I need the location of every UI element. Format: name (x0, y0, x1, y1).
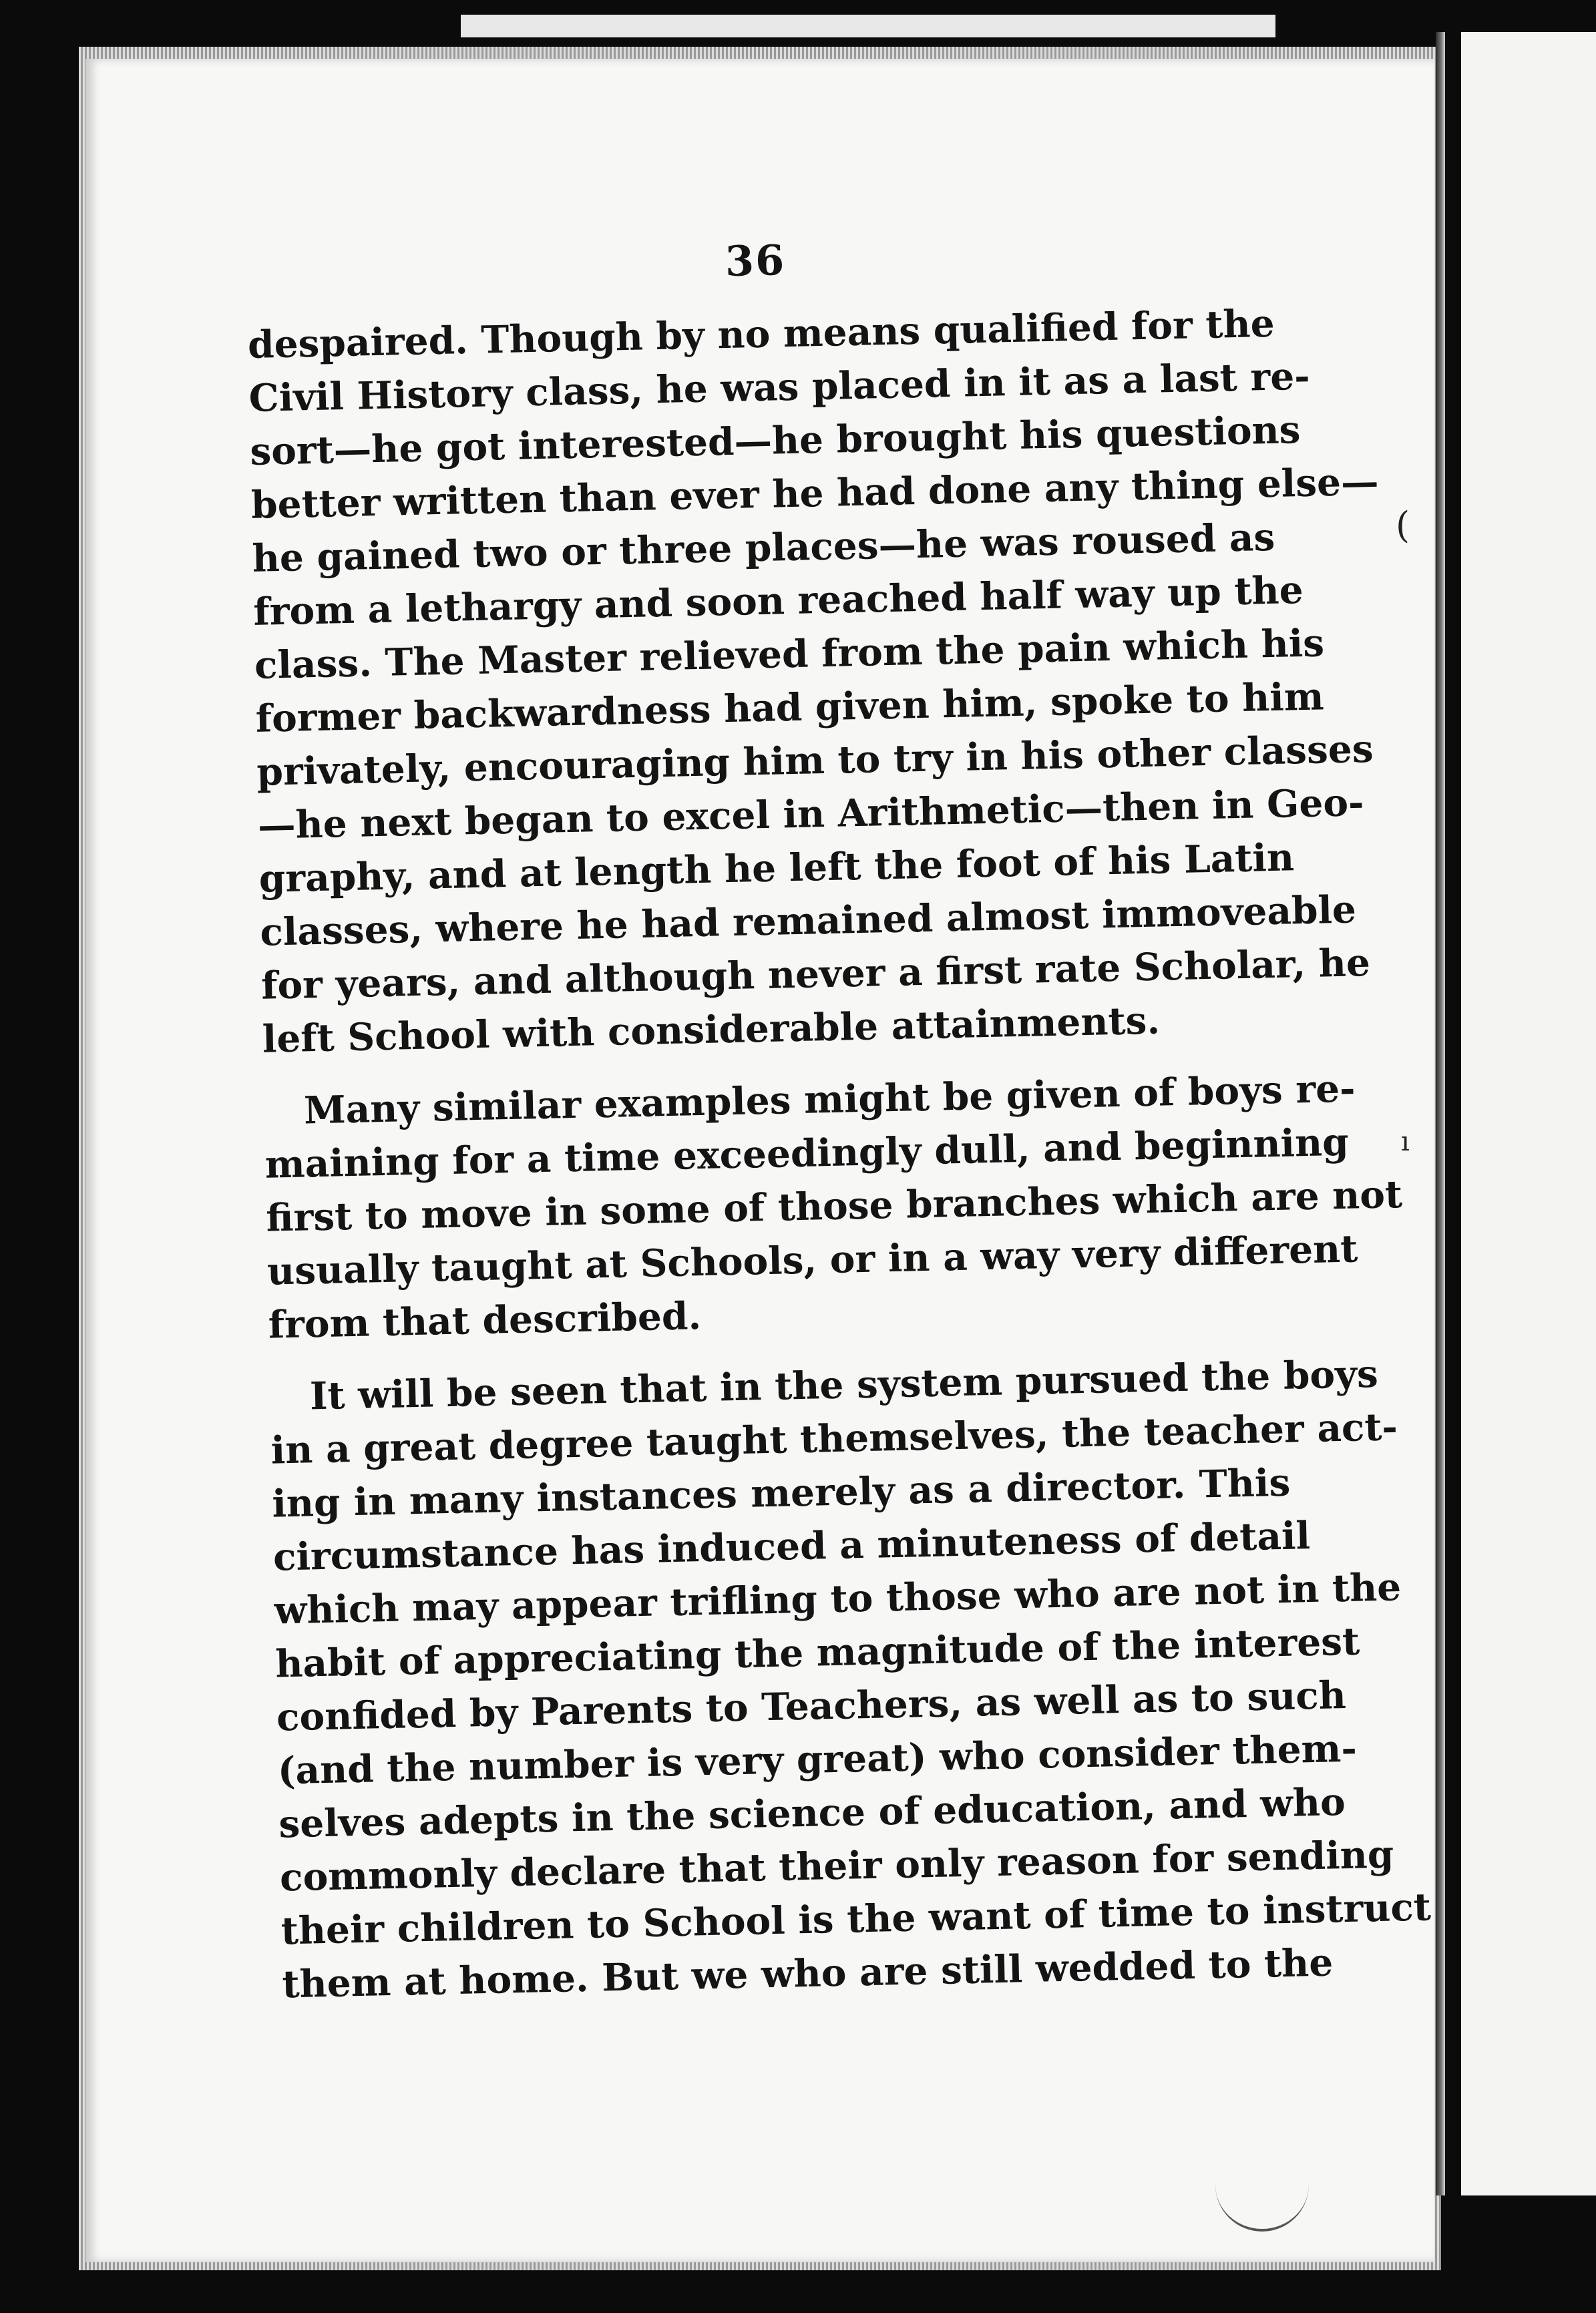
text-line: which may appear trifling to those who are not in the (274, 1565, 1402, 1633)
text-line: for years, and although never a first rate Scholar, he (260, 940, 1371, 1008)
text-line: despaired. Though by no means qualified for the (247, 301, 1275, 367)
margin-paren-mark: ( (1396, 504, 1410, 546)
text-line: first to move in some of those branches which are not (265, 1173, 1403, 1241)
text-line: usually taught at Schools, or in a way very different (266, 1227, 1358, 1294)
text-line: their children to School is the want of time to instruct (280, 1885, 1432, 1954)
text-line: selves adepts in the science of education, and who (278, 1780, 1346, 1847)
text-line: It will be seen that in the system pursued the boys (309, 1351, 1379, 1419)
text-line: left School with considerable attainments. (262, 998, 1161, 1062)
page-number: 36 (725, 236, 786, 286)
text-line: (and the number is very great) who consider them- (277, 1726, 1358, 1794)
text-line: from that described. (268, 1294, 702, 1347)
margin-small-mark: ı (1401, 1126, 1410, 1157)
book-spine (1436, 32, 1445, 2195)
text-line: maining for a time exceedingly dull, and beginning (264, 1120, 1350, 1187)
text-line: class. The Master relieved from the pain which his (254, 621, 1325, 688)
text-line: commonly declare that their only reason for sending (279, 1832, 1394, 1900)
text-line: Many similar examples might be given of boys re- (303, 1066, 1356, 1133)
text-line: confided by Parents to Teachers, as well as to such (276, 1673, 1347, 1740)
text-line: sort—he got interested—he brought his questions (249, 407, 1302, 474)
paragraph (247, 297, 1380, 1066)
scan-top-strip (461, 15, 1275, 37)
page-text-block (246, 226, 1432, 2030)
text-line: better written than ever he had done any thing else— (250, 459, 1380, 528)
text-line: privately, encouraging him to try in his other classes (256, 726, 1374, 795)
paragraph (269, 1349, 1432, 2012)
paragraph (263, 1064, 1403, 1352)
facing-page (1461, 32, 1596, 2195)
text-line: ing in many instances merely as a director. This (271, 1460, 1291, 1526)
text-line: in a great degree taught themselves, the teacher act- (270, 1405, 1398, 1473)
text-line: them at home. But we who are still wedded to the (281, 1940, 1334, 2007)
text-line: —he next began to excel in Arithmetic—then in Geo- (257, 781, 1365, 848)
text-line: circumstance has induced a minuteness of detail (272, 1514, 1311, 1580)
text-line: Civil History class, he was placed in it as a last re- (248, 354, 1311, 421)
text-line: habit of appreciating the magnitude of the interest (274, 1619, 1360, 1687)
text-line: classes, where he had remained almost immoveable (259, 887, 1357, 955)
text-line: graphy, and at length he left the foot of his Latin (258, 835, 1295, 901)
text-line: former backwardness had given him, spoke to him (255, 674, 1325, 741)
paragraphs (247, 297, 1432, 2011)
text-line: he gained two or three places—he was roused as (252, 515, 1275, 581)
text-line: from a lethargy and soon reached half way up the (252, 568, 1304, 634)
